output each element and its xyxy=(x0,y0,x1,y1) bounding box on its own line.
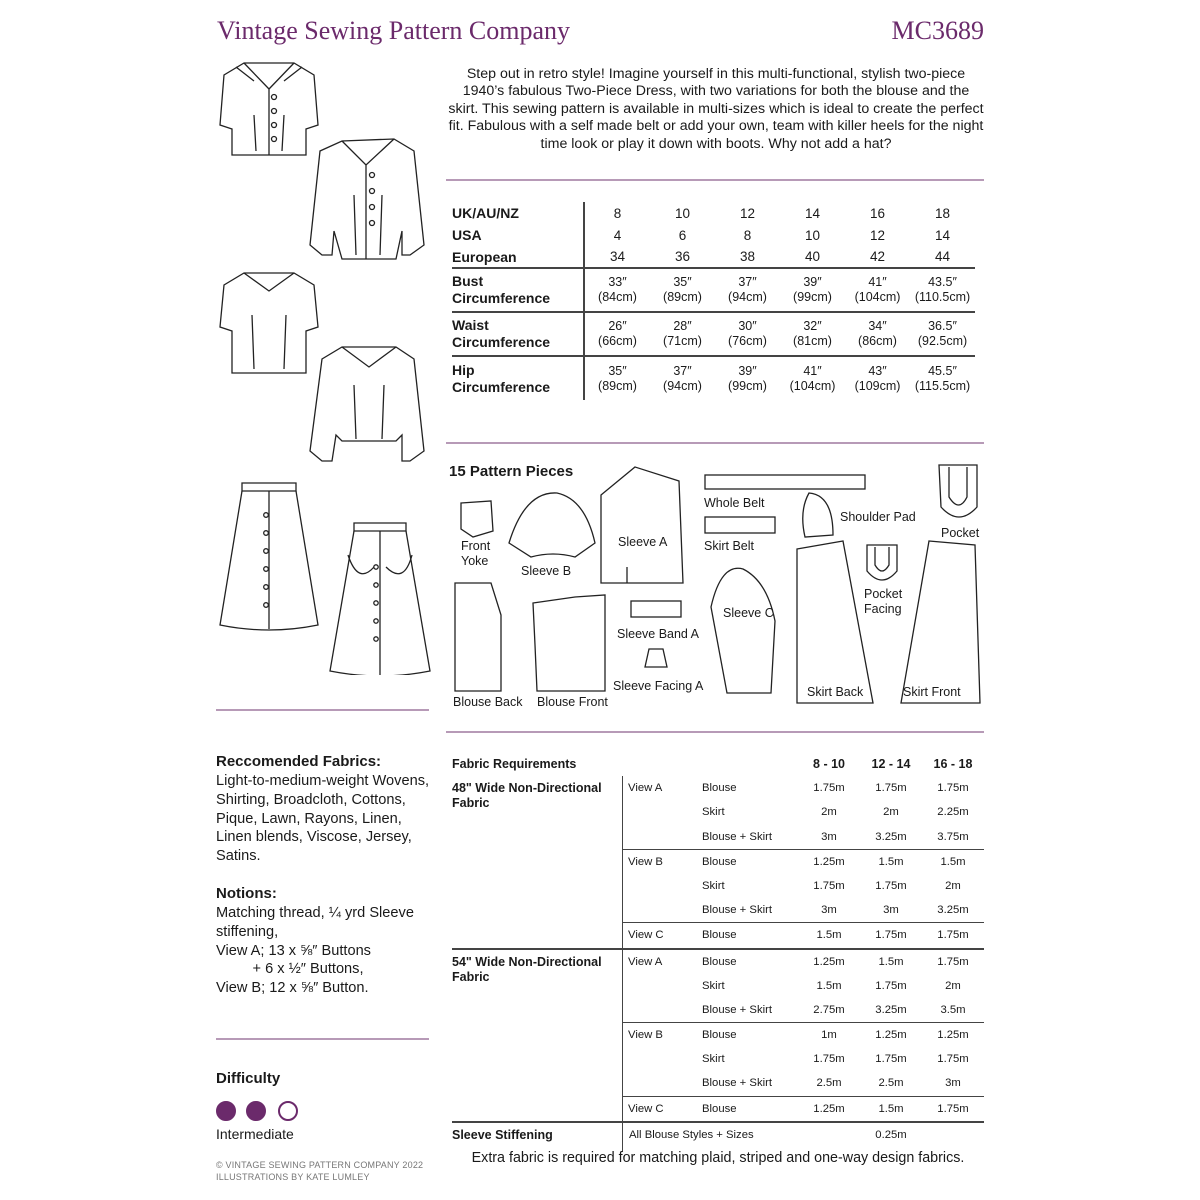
fabric-amount: 3m xyxy=(945,1077,961,1090)
size-value: 18 xyxy=(934,205,951,221)
measure-value xyxy=(910,312,975,356)
difficulty-dot-filled xyxy=(216,1101,236,1121)
fabric-amount: 1.25m xyxy=(798,1096,860,1122)
size-range-header: 8 - 10 xyxy=(813,757,845,771)
measure-value xyxy=(650,268,715,312)
measure-label-line: Waist xyxy=(452,317,489,333)
stiffening-value: 0.25m xyxy=(860,1122,922,1152)
measure-cm: (94cm) xyxy=(663,378,702,393)
fabric-amount: 1.75m xyxy=(922,1096,984,1122)
measure-inches: 28″ xyxy=(673,319,692,333)
fabric-requirements-title: Fabric Requirements xyxy=(452,757,577,771)
fabric-amount: 1.5m xyxy=(860,949,922,974)
divider xyxy=(446,179,984,181)
fabric-amount: 3m xyxy=(821,830,837,843)
fabric-amount: 3m xyxy=(821,904,837,917)
measure-inches: 34″ xyxy=(868,319,887,333)
fabric-garment: Blouse xyxy=(702,849,798,874)
blouse-front-piece xyxy=(533,595,605,691)
measure-value xyxy=(845,312,910,356)
measure-row-bust xyxy=(452,268,975,312)
measure-cm: (89cm) xyxy=(663,290,702,304)
measure-value xyxy=(910,268,975,312)
skirt-back-piece xyxy=(797,541,873,703)
size-range-header: 16 - 18 xyxy=(933,757,973,771)
measure-inches: 43″ xyxy=(868,363,887,378)
copyright-line: ILLUSTRATIONS BY KATE LUMLEY xyxy=(216,1171,370,1182)
measure-row-hip xyxy=(452,356,975,400)
divider xyxy=(216,709,429,711)
fabric-view: View C xyxy=(623,1096,703,1122)
fabric-amount: 1.75m xyxy=(860,923,922,949)
sleeve-b-piece xyxy=(509,493,595,557)
fabric-garment: Blouse + Skirt xyxy=(702,1077,773,1090)
fabric-amount: 2.5m xyxy=(816,1077,842,1090)
pocket-piece xyxy=(939,465,977,517)
fabric-amount: 2.25m xyxy=(937,806,969,819)
skirt-front-label: Skirt Front xyxy=(903,685,961,699)
size-value: 4 xyxy=(584,224,650,246)
measure-inches: 35″ xyxy=(608,363,627,378)
measure-cm: (71cm) xyxy=(663,334,702,348)
measure-cm: (99cm) xyxy=(728,378,767,393)
size-row xyxy=(452,202,975,224)
divider xyxy=(446,731,984,733)
garment-illustrations xyxy=(214,55,434,675)
skirt-view-a-illustration xyxy=(220,483,318,630)
measure-label-line: Circumference xyxy=(452,334,551,350)
measure-label-line: Circumference xyxy=(452,378,551,395)
measure-value xyxy=(845,268,910,312)
size-value: 14 xyxy=(804,205,821,221)
sleeve-c-piece xyxy=(711,568,775,693)
size-row-label: UK/AU/NZ xyxy=(452,205,519,221)
measure-inches: 41″ xyxy=(868,275,887,289)
fabric-amount: 3.75m xyxy=(937,830,969,843)
fabric-amount: 3.25m xyxy=(875,1003,907,1016)
front-yoke-label: Front xyxy=(461,539,491,553)
brand-name: Vintage Sewing Pattern Company xyxy=(217,16,570,45)
difficulty-dot-filled xyxy=(246,1101,266,1121)
fabric-amount: 1.25m xyxy=(860,1023,922,1048)
measure-value xyxy=(910,356,975,400)
copyright-line: © VINTAGE SEWING PATTERN COMPANY 2022 xyxy=(216,1160,424,1170)
measure-inches: 41″ xyxy=(803,363,822,378)
size-value: 34 xyxy=(584,246,650,268)
fabric-amount: 2m xyxy=(945,879,961,892)
sleeve-facing-a-label: Sleeve Facing A xyxy=(613,679,704,693)
size-row xyxy=(452,224,975,246)
fabric-garment: Blouse xyxy=(702,782,737,795)
measure-cm: (99cm) xyxy=(793,290,832,304)
fabric-amount: 1.75m xyxy=(875,879,907,892)
measure-inches: 37″ xyxy=(673,363,692,378)
fabrics-title: Reccomended Fabrics: xyxy=(216,753,382,770)
copyright xyxy=(216,1160,423,1183)
notions-text xyxy=(216,904,431,998)
blouse-back-piece xyxy=(455,583,501,691)
size-value: 12 xyxy=(869,227,886,243)
measure-value xyxy=(650,356,715,400)
fabric-view xyxy=(623,825,703,850)
size-value: 38 xyxy=(739,249,756,264)
difficulty-dot-empty xyxy=(278,1101,298,1121)
whole-belt-label: Whole Belt xyxy=(704,496,765,510)
measure-value xyxy=(780,268,845,312)
fabric-garment: Blouse xyxy=(702,1023,798,1048)
fabric-amount: 2.75m xyxy=(813,1003,845,1016)
measure-inches: 30″ xyxy=(738,319,757,333)
fabric-view xyxy=(623,874,703,898)
stiffening-label: Sleeve Stiffening xyxy=(452,1122,623,1152)
notions-line: Matching thread, ¼ yrd Sleeve xyxy=(216,905,414,921)
fabric-view xyxy=(623,1047,703,1071)
size-value: 40 xyxy=(804,249,821,264)
fabric-amount: 3.25m xyxy=(937,904,969,917)
fabric-row xyxy=(452,776,984,800)
measure-inches: 37″ xyxy=(738,275,757,289)
sleeve-band-a-label: Sleeve Band A xyxy=(617,627,700,641)
notions-title: Notions: xyxy=(216,885,277,902)
fabric-amount: 1.25m xyxy=(922,1023,984,1048)
sleeve-b-label: Sleeve B xyxy=(521,564,572,578)
sleeve-facing-a-piece xyxy=(645,649,667,667)
size-value: 10 xyxy=(674,205,691,221)
pattern-pieces-title: 15 Pattern Pieces xyxy=(449,463,574,480)
fabric-amount: 1.75m xyxy=(875,782,907,795)
divider xyxy=(446,442,984,444)
fabric-amount: 2.5m xyxy=(878,1077,904,1090)
fabric-amount: 1.75m xyxy=(937,782,969,795)
blouse-view-b-long-illustration xyxy=(310,347,424,461)
measure-label xyxy=(452,356,584,400)
measure-inches: 33″ xyxy=(608,275,627,289)
fabric-amount: 1.5m xyxy=(798,923,860,949)
fabric-view: View B xyxy=(623,1023,703,1048)
fabric-amount: 1.75m xyxy=(875,1053,907,1066)
blouse-front-label: Blouse Front xyxy=(537,695,608,709)
fabric-amount: 1.5m xyxy=(922,849,984,874)
fabric-view: View B xyxy=(623,849,703,874)
fabric-row xyxy=(452,949,984,974)
fabric-view xyxy=(623,898,703,923)
notions-line: View A; 13 x ⅝″ Buttons xyxy=(216,942,371,959)
pocket-label: Pocket xyxy=(941,526,980,540)
sleeve-c-label: Sleeve C xyxy=(723,606,774,620)
fabric-garment: Blouse xyxy=(702,949,798,974)
size-row-label: USA xyxy=(452,227,482,243)
fabric-view xyxy=(623,998,703,1023)
size-value: 36 xyxy=(674,249,691,264)
fabric-garment: Blouse xyxy=(702,923,798,949)
fabric-amount: 1.25m xyxy=(798,949,860,974)
measure-inches: 39″ xyxy=(738,363,757,378)
measure-inches: 36.5″ xyxy=(928,319,957,333)
measure-inches: 45.5″ xyxy=(928,363,957,378)
pocket-facing-label: Facing xyxy=(864,602,902,616)
whole-belt-piece xyxy=(705,475,865,489)
measure-value xyxy=(845,356,910,400)
fabric-amount: 1.75m xyxy=(813,879,845,892)
fabric-view xyxy=(623,1071,703,1096)
measure-cm: (86cm) xyxy=(858,334,897,348)
pocket-facing-label: Pocket xyxy=(864,587,903,601)
blouse-view-a-long-illustration xyxy=(310,139,424,259)
fabric-group-label: 54" Wide Non-Directional Fabric xyxy=(452,949,623,1122)
stiffening-spacer xyxy=(922,1122,984,1152)
size-value: 10 xyxy=(804,227,821,243)
measure-value xyxy=(780,312,845,356)
fabric-amount: 1m xyxy=(798,1023,860,1048)
measure-label-line: Circumference xyxy=(452,290,551,306)
measure-value xyxy=(584,312,650,356)
measure-cm: (76cm) xyxy=(728,334,767,348)
fabric-amount: 1.5m xyxy=(860,1096,922,1122)
measure-inches: 32″ xyxy=(803,319,822,333)
skirt-belt-label: Skirt Belt xyxy=(704,539,755,553)
fabric-group-label: 48" Wide Non-Directional Fabric xyxy=(452,781,602,811)
size-value: 44 xyxy=(934,249,951,264)
fabric-garment: Skirt xyxy=(702,979,725,992)
measure-inches: 39″ xyxy=(803,275,822,289)
stiffening-scope: All Blouse Styles + Sizes xyxy=(623,1122,861,1152)
size-chart xyxy=(452,202,975,400)
fabric-view: View A xyxy=(623,949,703,974)
fabric-requirements-table xyxy=(452,752,984,1152)
difficulty-title: Difficulty xyxy=(216,1070,281,1087)
stiffening-row xyxy=(452,1122,984,1152)
skirt-front-piece xyxy=(901,541,980,703)
measure-cm: (109cm) xyxy=(854,378,901,393)
size-row-label: European xyxy=(452,248,517,265)
size-value: 12 xyxy=(739,205,756,221)
blouse-view-a-illustration xyxy=(220,63,318,155)
measure-cm: (81cm) xyxy=(793,334,832,348)
size-value: 8 xyxy=(743,227,752,243)
fabric-amount: 1.75m xyxy=(922,949,984,974)
fabric-garment: Blouse + Skirt xyxy=(702,904,773,917)
measure-cm: (89cm) xyxy=(598,378,637,393)
difficulty-level: Intermediate xyxy=(216,1126,294,1142)
fabric-amount: 3.5m xyxy=(940,1003,966,1016)
measure-inches: 35″ xyxy=(673,275,692,289)
skirt-belt-piece xyxy=(705,517,775,533)
fabric-amount: 1.75m xyxy=(937,1053,969,1066)
size-row xyxy=(452,246,975,268)
size-value: 6 xyxy=(678,227,687,243)
blouse-view-b-illustration xyxy=(220,273,318,373)
fabric-amount: 1.75m xyxy=(875,979,907,992)
fabric-amount: 2m xyxy=(883,806,899,819)
skirt-back-label: Skirt Back xyxy=(807,685,864,699)
fabrics-text: Light-to-medium-weight Wovens, Shirting, Broadcloth, Cottons, Pique, Lawn, Rayons, Linen, Linen blends, Viscose, Jersey, Satins. xyxy=(216,773,430,865)
measure-inches: 26″ xyxy=(608,319,627,333)
sleeve-band-a-piece xyxy=(631,601,681,617)
measure-value xyxy=(715,356,780,400)
fabric-amount: 2m xyxy=(945,979,961,992)
fabric-view xyxy=(623,974,703,998)
header-spacer xyxy=(623,752,703,776)
measure-label xyxy=(452,312,584,356)
size-value: 16 xyxy=(869,205,886,221)
size-value: 8 xyxy=(584,202,650,224)
measure-cm: (104cm) xyxy=(854,290,901,304)
fabric-garment: Blouse + Skirt xyxy=(702,830,773,843)
fabric-garment: Skirt xyxy=(702,1053,725,1066)
shoulder-pad-label: Shoulder Pad xyxy=(840,510,916,524)
fabric-amount: 1.5m xyxy=(816,979,842,992)
measure-cm: (84cm) xyxy=(598,290,637,304)
fabric-garment: Blouse + Skirt xyxy=(702,1003,773,1016)
front-yoke-piece xyxy=(461,501,493,537)
measure-label xyxy=(452,268,584,312)
measure-cm: (92.5cm) xyxy=(917,334,968,348)
fabric-header-row xyxy=(452,752,984,776)
fabric-amount: 1.75m xyxy=(813,1053,845,1066)
fabric-garment: Skirt xyxy=(702,806,725,819)
size-value: 14 xyxy=(934,227,951,243)
fabric-view: View C xyxy=(623,923,703,949)
divider xyxy=(216,1038,429,1040)
measure-value xyxy=(584,268,650,312)
measure-value xyxy=(650,312,715,356)
measure-row-waist xyxy=(452,312,975,356)
fabric-amount: 1.75m xyxy=(922,923,984,949)
notions-line: View B; 12 x ⅝″ Button. xyxy=(216,980,369,997)
fabric-garment: Blouse xyxy=(702,1096,798,1122)
extra-fabric-note: Extra fabric is required for matching plaid, striped and one-way design fabrics. xyxy=(471,1150,965,1166)
fabric-garment: Skirt xyxy=(702,879,725,892)
intro-description: Step out in retro style! Imagine yourself in this multi-functional, stylish two-piece 1940’s fabulous Two-Piece Dress, with two variations for both the blouse and the skirt. This sewing pattern is available in multi-sizes which is ideal to create the perfect fit. Fabulous with a self made belt or add your own, team with killer heels for the night time look or play it down with boots. Why not add a hat? xyxy=(448,66,984,152)
size-range-header: 12 - 14 xyxy=(871,757,911,771)
pocket-facing-piece xyxy=(867,545,897,580)
fabric-amount: 1.25m xyxy=(798,849,860,874)
measure-label-line: Bust xyxy=(452,273,484,289)
fabric-view xyxy=(623,800,703,824)
measure-cm: (115.5cm) xyxy=(914,378,971,393)
fabric-amount: 1.5m xyxy=(860,849,922,874)
measure-value xyxy=(584,356,650,400)
measure-value xyxy=(715,268,780,312)
fabric-amount: 3.25m xyxy=(875,830,907,843)
fabric-amount: 2m xyxy=(821,806,837,819)
fabric-amount: 1.75m xyxy=(813,782,845,795)
sleeve-a-label: Sleeve A xyxy=(618,535,668,549)
measure-value xyxy=(780,356,845,400)
front-yoke-label: Yoke xyxy=(461,554,489,568)
pattern-code: MC3689 xyxy=(891,16,984,45)
notions-line: + 6 x ½″ Buttons, xyxy=(216,961,364,978)
fabric-amount: 3m xyxy=(883,904,899,917)
measure-cm: (110.5cm) xyxy=(914,290,971,304)
measure-inches: 43.5″ xyxy=(928,275,957,289)
measure-cm: (104cm) xyxy=(789,378,836,393)
header-spacer xyxy=(702,752,798,776)
blouse-back-label: Blouse Back xyxy=(453,695,523,709)
measure-value xyxy=(715,312,780,356)
shoulder-pad-piece xyxy=(803,493,833,537)
fabric-view: View A xyxy=(623,776,703,800)
skirt-view-b-illustration xyxy=(330,523,430,675)
sleeve-a-piece xyxy=(601,467,683,583)
pattern-pieces-diagram xyxy=(445,455,990,715)
size-value: 42 xyxy=(869,249,886,264)
measure-label-line: Hip xyxy=(452,361,475,378)
measure-cm: (94cm) xyxy=(728,290,767,304)
notions-line: stiffening, xyxy=(216,923,279,940)
measure-cm: (66cm) xyxy=(598,334,637,348)
